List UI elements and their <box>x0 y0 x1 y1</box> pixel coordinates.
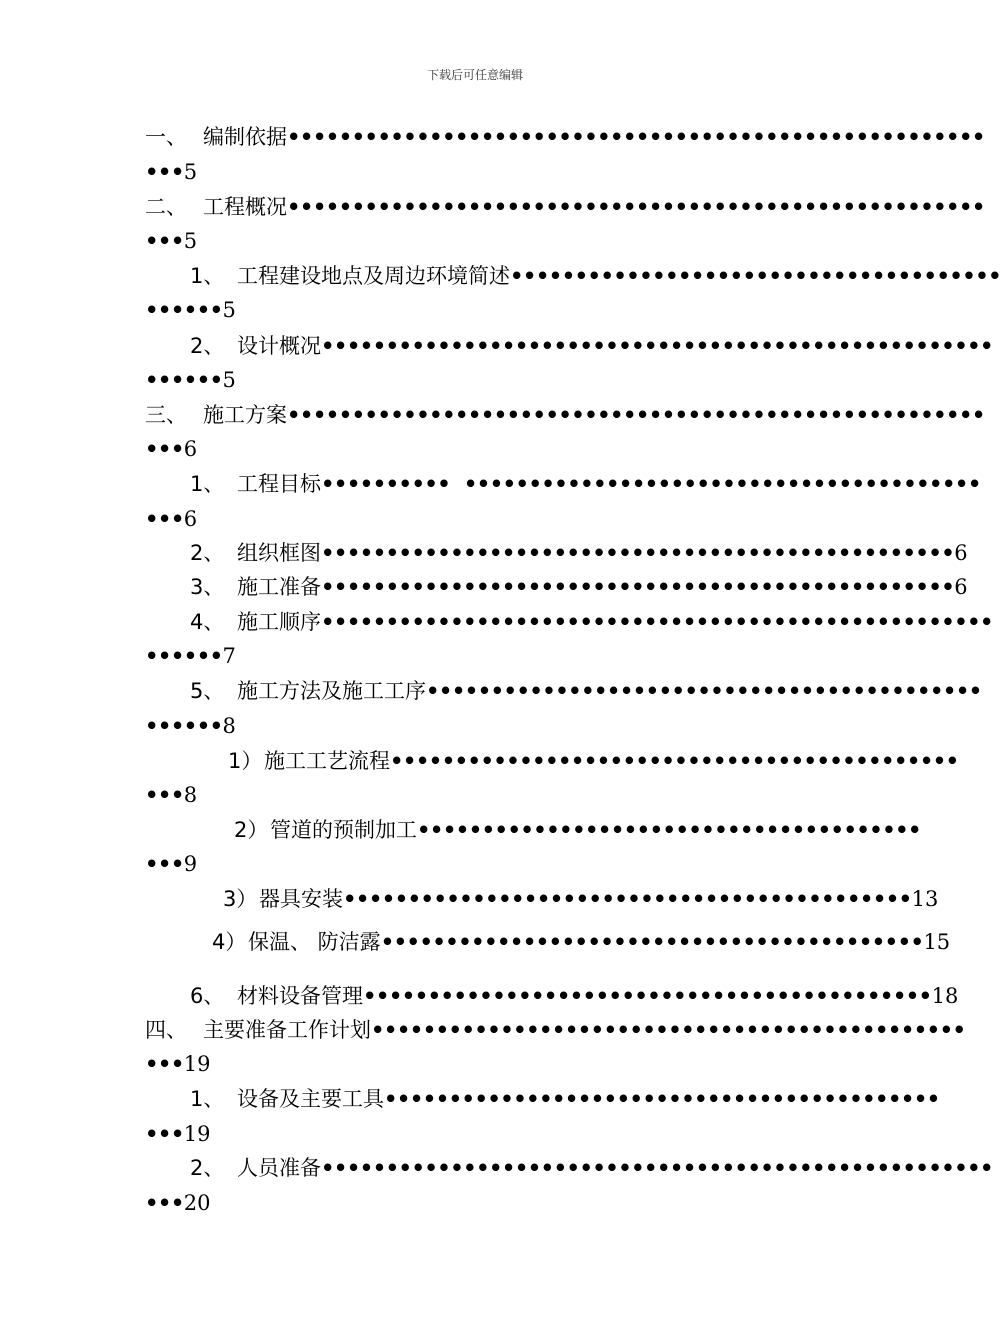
toc-title: 工程建设地点及周边环境简述 <box>237 264 510 288</box>
toc-leader-dots: •••••••••••••••••••••••••••••••••••••••••••••••••••• <box>321 334 993 358</box>
toc-title: 施工准备 <box>237 575 321 599</box>
toc-leader-dots: •••••• <box>145 368 223 392</box>
toc-leader-dots: ••• <box>145 437 184 461</box>
toc-page-line <box>145 643 236 669</box>
toc-leader-dots: ••• <box>145 160 184 184</box>
header-note: 下载后可任意编辑 <box>426 68 523 82</box>
toc-title: 材料设备管理 <box>237 984 363 1008</box>
toc-page-number: 15 <box>923 930 951 954</box>
toc-number: 3） <box>223 887 258 911</box>
toc-page-number: 13 <box>911 887 939 911</box>
toc-leader-dots: ••• <box>145 229 184 253</box>
toc-leader-dots: •••••••••••••••••••••••••••••••••••••••••••• <box>343 887 912 911</box>
toc-title: 施工方案 <box>203 403 287 427</box>
toc-page-number: 20 <box>183 1191 211 1215</box>
toc-title: 编制依据 <box>203 125 287 149</box>
toc-number: 一、 <box>145 125 187 149</box>
toc-entry[interactable] <box>212 929 951 955</box>
toc-leader-dots: •••••••••••••••••••••••••••••••••••••••••••••• <box>371 1018 966 1042</box>
toc-title: 施工工艺流程 <box>264 749 390 773</box>
toc-leader-dots: •••••• <box>145 644 223 668</box>
toc-entry[interactable] <box>190 540 968 566</box>
toc-entry[interactable] <box>190 263 1001 289</box>
toc-page-number: 6 <box>954 575 968 599</box>
toc-leader-dots: ••• <box>145 1052 184 1076</box>
toc-title: 设计概况 <box>237 334 321 358</box>
toc-title: 施工顺序 <box>237 610 321 634</box>
toc-leader-dots: •••••••••• •••••••••••••••••••••••••••••••••••••••• <box>321 472 981 496</box>
toc-page-line <box>145 506 197 532</box>
toc-number: 2、 <box>190 334 225 358</box>
toc-number: 5、 <box>190 679 225 703</box>
toc-number: 4、 <box>190 610 225 634</box>
toc-leader-dots: ••• <box>145 1191 184 1215</box>
toc-number: 4） <box>212 930 247 954</box>
toc-number: 1、 <box>190 472 225 496</box>
toc-leader-dots: •••••••••••••••••••••••••••••••••••••••••••• <box>363 984 932 1008</box>
toc-page-line <box>145 367 236 393</box>
toc-page-number: 5 <box>222 368 236 392</box>
toc-leader-dots: ••• <box>145 507 184 531</box>
toc-leader-dots: •••••••••••••••••••••••••••••••••••••••••••••••••••• <box>321 610 993 634</box>
toc-title: 组织框图 <box>237 541 321 565</box>
toc-leader-dots: •••••• <box>145 298 223 322</box>
toc-leader-dots: •••••• <box>145 714 223 738</box>
toc-leader-dots: ••••••••••••••••••••••••••••••••••••••••••••••••• <box>321 575 955 599</box>
toc-leader-dots: •••••••••••••••••••••••••••••••••••••• <box>510 264 1001 288</box>
toc-number: 1、 <box>190 264 225 288</box>
toc-entry[interactable] <box>190 1155 993 1181</box>
toc-page-number: 8 <box>183 783 198 807</box>
toc-number: 1、 <box>190 1087 225 1111</box>
toc-entry[interactable] <box>145 194 985 220</box>
toc-title: 管道的预制加工 <box>270 818 417 842</box>
toc-entry[interactable] <box>190 574 968 600</box>
toc-entry[interactable] <box>223 886 939 912</box>
toc-title: 工程目标 <box>237 472 321 496</box>
toc-page-line <box>145 1051 211 1077</box>
toc-page-number: 19 <box>183 1052 211 1076</box>
toc-page-number: 6 <box>954 541 968 565</box>
toc-number: 2、 <box>190 541 225 565</box>
toc-entry[interactable] <box>190 983 959 1009</box>
toc-page-line <box>145 1190 211 1216</box>
toc-page-line <box>145 1121 211 1147</box>
toc-entry[interactable] <box>190 609 993 635</box>
toc-title: 主要准备工作计划 <box>203 1018 371 1042</box>
toc-page-number: 6 <box>183 507 198 531</box>
toc-page-number: 19 <box>183 1122 211 1146</box>
toc-leader-dots: ••••••••••••••••••••••••••••••••••••••••••• <box>384 1087 940 1111</box>
toc-page-line <box>145 436 197 462</box>
toc-page-number: 5 <box>222 298 236 322</box>
toc-leader-dots: ••• <box>145 783 184 807</box>
toc-entry[interactable] <box>145 124 985 150</box>
toc-title: 设备及主要工具 <box>237 1087 384 1111</box>
toc-number: 3、 <box>190 575 225 599</box>
toc-page-line <box>145 297 236 323</box>
toc-number: 1） <box>228 749 263 773</box>
toc-page-number: 8 <box>222 714 236 738</box>
toc-leader-dots: ••••••••••••••••••••••••••••••••••••••••••••••••• <box>321 541 955 565</box>
toc-entry[interactable] <box>190 333 993 359</box>
toc-entry[interactable] <box>228 748 959 774</box>
toc-page-line <box>145 159 197 185</box>
toc-title: 人员准备 <box>237 1156 321 1180</box>
toc-page-number: 18 <box>931 984 959 1008</box>
toc-page-line <box>145 782 197 808</box>
toc-leader-dots: •••••••••••••••••••••••••••••••••••••••••••••••••••••• <box>287 195 985 219</box>
toc-leader-dots: •••••••••••••••••••••••••••••••••••••••••••• <box>390 749 959 773</box>
toc-title: 施工方法及施工工序 <box>237 679 426 703</box>
toc-page-number: 6 <box>183 437 198 461</box>
toc-entry[interactable] <box>145 402 985 428</box>
toc-entry[interactable] <box>190 1086 940 1112</box>
toc-entry[interactable] <box>145 1017 966 1043</box>
toc-page-line <box>145 851 197 877</box>
toc-leader-dots: •••••••••••••••••••••••••••••••••••••••••••••••••••••• <box>287 125 985 149</box>
toc-leader-dots: •••••••••••••••••••••••••••••••••••••••••••••••••••••• <box>287 403 985 427</box>
toc-entry[interactable] <box>190 678 982 704</box>
toc-leader-dots: •••••••••••••••••••••••••••••••••••••••••• <box>380 930 924 954</box>
toc-number: 2、 <box>190 1156 225 1180</box>
toc-title: 工程概况 <box>203 195 287 219</box>
toc-leader-dots: ••••••••••••••••••••••••••••••••••••••• <box>417 818 921 842</box>
toc-number: 四、 <box>145 1018 187 1042</box>
toc-number: 2） <box>234 818 269 842</box>
toc-entry[interactable] <box>190 471 981 497</box>
toc-number: 二、 <box>145 195 187 219</box>
toc-leader-dots: •••••••••••••••••••••••••••••••••••••••••••••••••••• <box>321 1156 993 1180</box>
toc-page-line <box>145 228 197 254</box>
toc-title: 保温、 防洁露 <box>248 930 381 954</box>
toc-title: 器具安装 <box>259 887 343 911</box>
toc-page-number: 9 <box>183 852 198 876</box>
toc-entry[interactable] <box>234 817 921 843</box>
toc-page-number: 7 <box>222 644 236 668</box>
toc-leader-dots: ••••••••••••••••••••••••••••••••••••••••••• <box>426 679 982 703</box>
toc-number: 6、 <box>190 984 225 1008</box>
toc-page-number: 5 <box>183 160 198 184</box>
toc-page-number: 5 <box>183 229 198 253</box>
toc-page-line <box>145 713 236 739</box>
toc-leader-dots: ••• <box>145 852 184 876</box>
toc-leader-dots: ••• <box>145 1122 184 1146</box>
toc-number: 三、 <box>145 403 187 427</box>
